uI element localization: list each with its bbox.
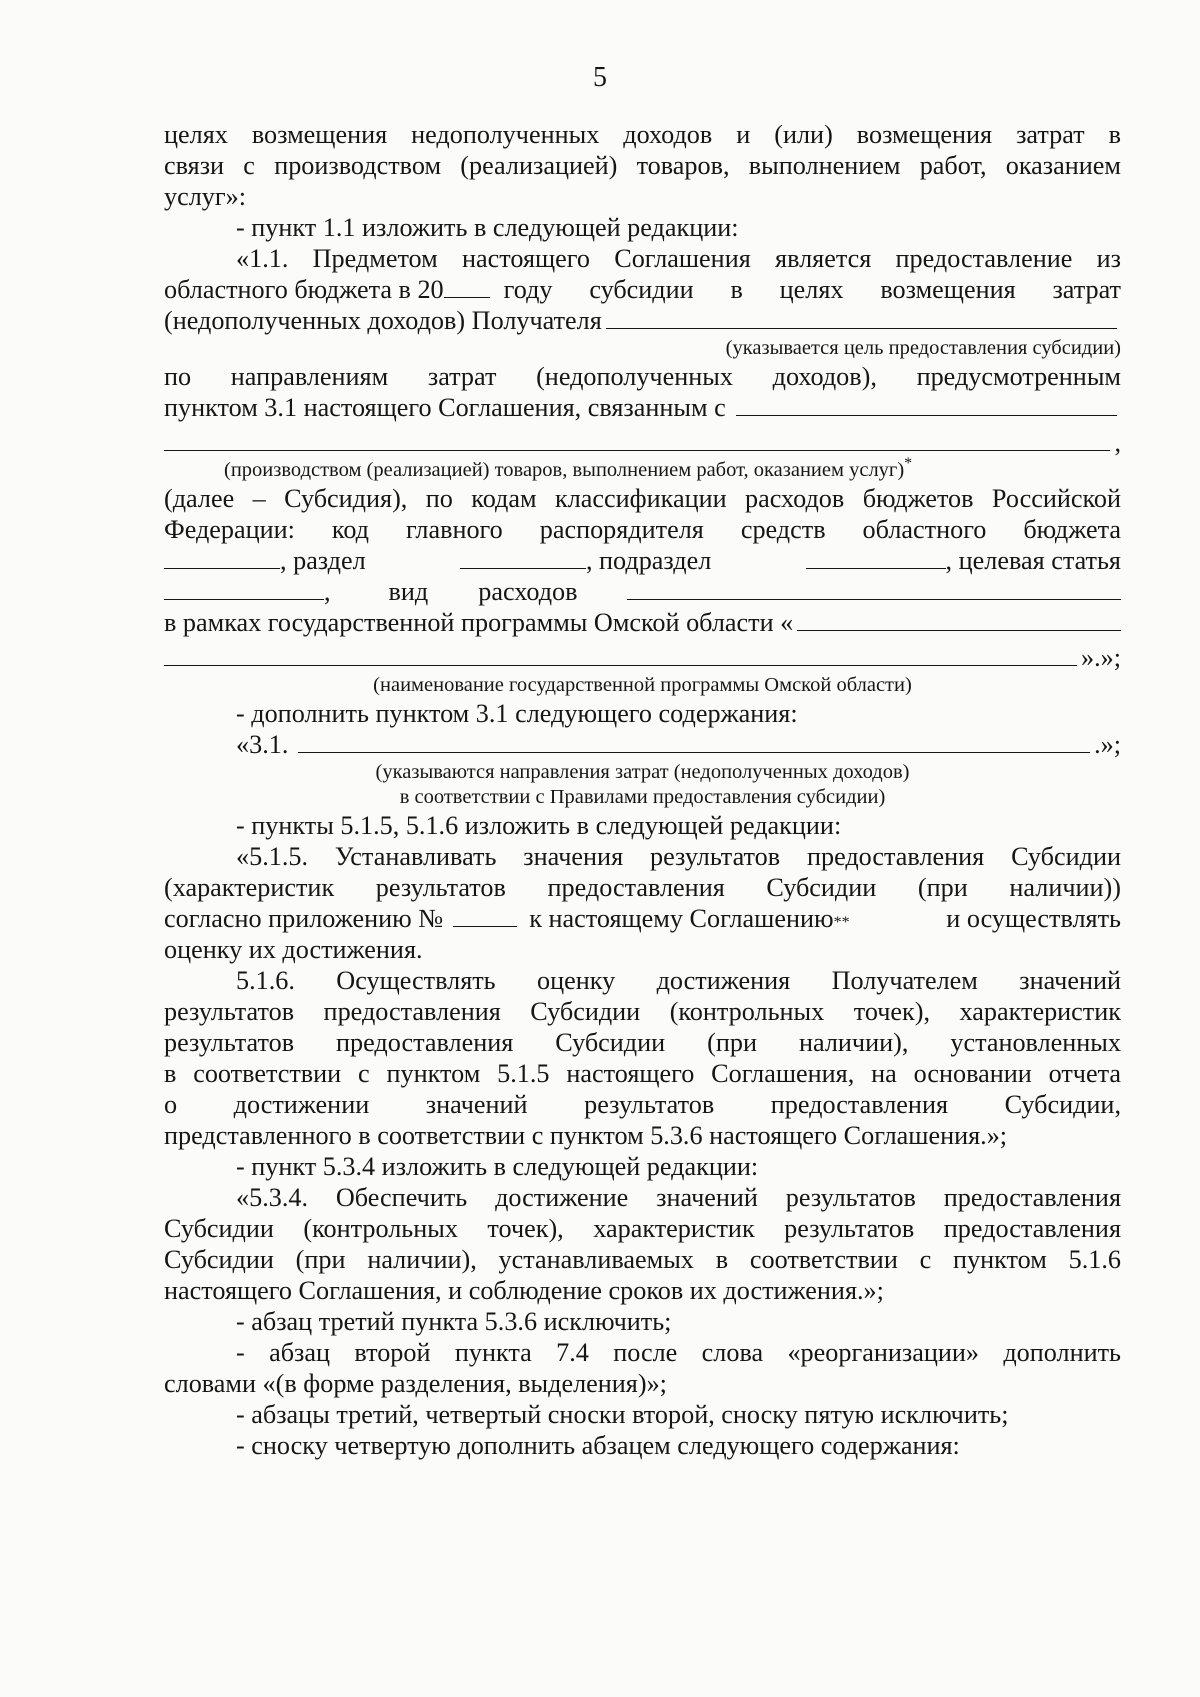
text-line: результатов предоставления Субсидии (при наличии), установленных [164,1028,1121,1057]
year-blank [444,275,490,298]
text-line: Субсидии (контрольных точек), характеристик результатов предоставления [164,1214,1121,1243]
appendix-number-blank [453,904,517,927]
text-line: Федерации: код главного распорядителя средств областного бюджета [164,515,1121,544]
text-line: - абзац третий пункта 5.3.6 исключить; [236,1307,672,1336]
caption: (указывается цель предоставления субсидии) [725,337,1121,359]
text-line: - пункты 5.1.5, 5.1.6 изложить в следующей редакции: [236,811,842,840]
text-line: - сноску четвертую дополнить абзацем следующего содержания: [236,1431,960,1460]
expense-type-blank [627,577,1121,600]
caption: (указываются направления затрат (недополученных доходов) [375,761,910,783]
text-line: - дополнить пунктом 3.1 следующего содержания: [236,699,798,728]
caption: (наименование государственной программы Омской области) [373,674,912,696]
connected-blank [736,393,1117,416]
text-line: (характеристик результатов предоставления Субсидии (при наличии)) [164,873,1121,902]
text-line: услуг»: [164,182,246,211]
text-line: - абзац второй пункта 7.4 после слова «реорганизации» дополнить [236,1338,1121,1367]
text-line: связи с производством (реализацией) товаров, выполнением работ, оказанием [164,151,1121,180]
text-line: согласно приложению № к настоящему Соглашению ** и осуществлять [164,904,1121,933]
text-line: (далее – Субсидия), по кодам классификации расходов бюджетов Российской [164,484,1121,513]
text-line: настоящего Соглашения, и соблюдение сроков их достижения.»; [164,1276,884,1305]
text-line: Субсидии (при наличии), устанавливаемых в соответствии с пунктом 5.1.6 [164,1245,1121,1274]
text-line: «3.1. .»; [236,730,1121,759]
caption: в соответствии с Правилами предоставления субсидии) [399,786,886,808]
text-line: представленного в соответствии с пунктом 5.3.6 настоящего Соглашения.»; [164,1121,1008,1150]
text-line: результатов предоставления Субсидии (контрольных точек), характеристик [164,997,1121,1026]
text-line: - пункт 1.1 изложить в следующей редакции: [236,213,739,242]
text-line: (недополученных доходов) Получателя [164,305,1121,336]
text-line: в рамках государственной программы Омской области « [164,607,1121,638]
text-line: областного бюджета в 20 году субсидии в целях возмещения затрат [164,275,1121,304]
text-line: оценку их достижения. [164,935,423,964]
text-line: в соответствии с пунктом 5.1.5 настоящего Соглашения, на основании отчета [164,1059,1121,1088]
text-line: 5.1.6. Осуществлять оценку достижения Получателем значений [236,966,1121,995]
goods-blank [164,428,1110,451]
text-line: «5.3.4. Обеспечить достижение значений результатов предоставления [236,1183,1121,1212]
purpose-blank [606,306,1117,329]
target-blank [164,577,324,600]
text-line: пунктом 3.1 настоящего Соглашения, связанным с [164,392,1121,423]
program-blank [797,608,1121,631]
program-blank-2 [164,643,1077,666]
section-blank [460,546,586,569]
code-blank [164,546,280,569]
text-line: «1.1. Предметом настоящего Соглашения является предоставление из [236,244,1121,273]
text-line: - абзацы третий, четвертый сноски второй, сноску пятую исключить; [236,1400,1009,1429]
text-line: по направлениям затрат (недополученных доходов), предусмотренным [164,362,1121,391]
text-line: , вид расходов [164,576,1121,607]
text-line: о достижении значений результатов предоставления Субсидии, [164,1090,1121,1119]
document-body [164,119,1121,1461]
directions-blank [298,730,1090,753]
text-line: , [164,427,1121,458]
text-line: словами «(в форме разделения, выделения)»; [164,1369,667,1398]
text-line: «5.1.5. Устанавливать значения результатов предоставления Субсидии [236,842,1121,871]
text-line: - пункт 5.3.4 изложить в следующей редакции: [236,1152,759,1181]
subsection-blank [806,546,946,569]
caption: (производством (реализацией) товаров, выполнением работ, оказанием услуг)* [224,455,913,481]
text-line: целях возмещения недополученных доходов и (или) возмещения затрат в [164,120,1121,149]
text-line: ».»; [164,642,1121,673]
text-line: , раздел , подраздел , целевая статья [164,545,1121,576]
page-number: 5 [593,62,607,93]
